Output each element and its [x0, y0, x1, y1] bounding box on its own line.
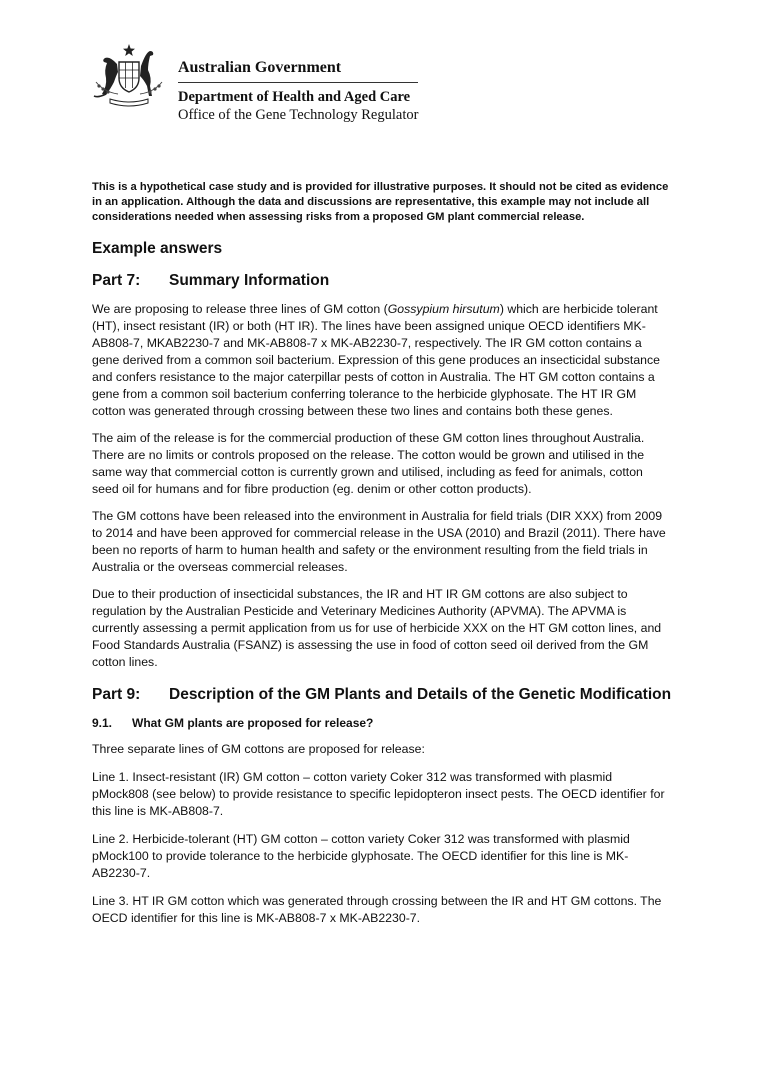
line-3-description: Line 3. HT IR GM cotton which was generated through crossing between the IR and HT GM cottons. The OECD identifier for this line is MK-AB808-7 x MK-AB2230-7.	[92, 894, 662, 925]
department-name: Department of Health and Aged Care	[178, 89, 411, 105]
section-9-1-heading	[92, 715, 672, 731]
office-name: Office of the Gene Technology Regulator	[178, 107, 419, 123]
part7-paragraph-4: Due to their production of insecticidal substances, the IR and HT IR GM cottons are also subject to regulation by the Australian Pesticide and Veterinary Medicines Authority (APVMA). The APVMA is currently assessing a permit application from us for use of herbicide XXX on the HT GM cotton lines, and Food Standards Australia (FSANZ) is assessing the use in food of cotton seed oil derived from the GM cotton lines.	[92, 587, 662, 669]
part7-number: Part 7:	[92, 272, 141, 289]
part7-p1-text-b: ) which are herbicide tolerant (HT), insect resistant (IR) or both (HT IR). The lines have been assigned unique OECD identifiers MK-AB808-7, MKAB2230-7 and MK-AB808-7 x MK-AB2230-7, respectively. The IR GM cotton contains a gene derived from a common soil bacterium. Expression of this gene produces an insecticidal substance and confers resistance to the major caterpillar pests of cotton in Australia. The HT GM cotton contains a gene from a common soil bacterium conferring tolerance to the herbicide glyphosate. The HT IR GM cotton was generated through crossing between these two lines and contains both these genes.	[92, 302, 661, 418]
part9-title: Description of the GM Plants and Details of the Genetic Modification	[169, 686, 672, 703]
species-name: Gossypium hirsutum	[387, 302, 500, 316]
section-9-1-number: 9.1.	[92, 716, 113, 730]
part7-heading	[92, 271, 672, 291]
coat-of-arms-icon	[90, 42, 168, 108]
part9-heading	[92, 685, 672, 705]
government-header	[178, 58, 423, 124]
part9-intro: Three separate lines of GM cottons are proposed for release:	[92, 742, 425, 756]
section-9-1-title: What GM plants are proposed for release?	[132, 716, 374, 730]
part9-number: Part 9:	[92, 686, 141, 703]
line-1-description: Line 1. Insect-resistant (IR) GM cotton – cotton variety Coker 312 was transformed with plasmid pMock808 (see below) to provide resistance to specific lepidopteron insect pests. The OECD identifier for this line is MK-AB808-7.	[92, 770, 665, 818]
part7-paragraph-3: The GM cottons have been released into the environment in Australia for field trials (DIR XXX) from 2009 to 2014 and have been approved for commercial release in the USA (2010) and Brazil (2011). There have been no reports of harm to human health and safety or the environment resulting from the field trials in Australia or the overseas commercial releases.	[92, 509, 666, 574]
header-divider	[178, 82, 418, 83]
government-name: Australian Government	[178, 59, 342, 76]
line-2-description: Line 2. Herbicide-tolerant (HT) GM cotton – cotton variety Coker 312 was transformed with plasmid pMock100 to provide tolerance to the herbicide glyphosate. The OECD identifier for this line is MK-AB2230-7.	[92, 832, 630, 880]
part7-paragraph-1	[92, 301, 672, 420]
part7-paragraph-2: The aim of the release is for the commercial production of these GM cotton lines throughout Australia. There are no limits or controls proposed on the release. The cotton would be grown and utilised in the same way that commercial cotton is currently grown and utilised, including as feed for animals, cotton seed oil for humans and for fibre production (eg. denim or other cotton products).	[92, 431, 645, 496]
part7-p1-text-a: We are proposing to release three lines of GM cotton (	[92, 302, 388, 316]
example-answers-heading: Example answers	[92, 240, 223, 257]
document-content	[92, 180, 672, 938]
disclaimer-text: This is a hypothetical case study and is provided for illustrative purposes. It should not be cited as evidence in an application. Although the data and discussions are representative, this example may not include all considerations needed when assessing risks from a proposed GM plant commercial release.	[92, 181, 669, 223]
part7-title: Summary Information	[169, 272, 330, 289]
